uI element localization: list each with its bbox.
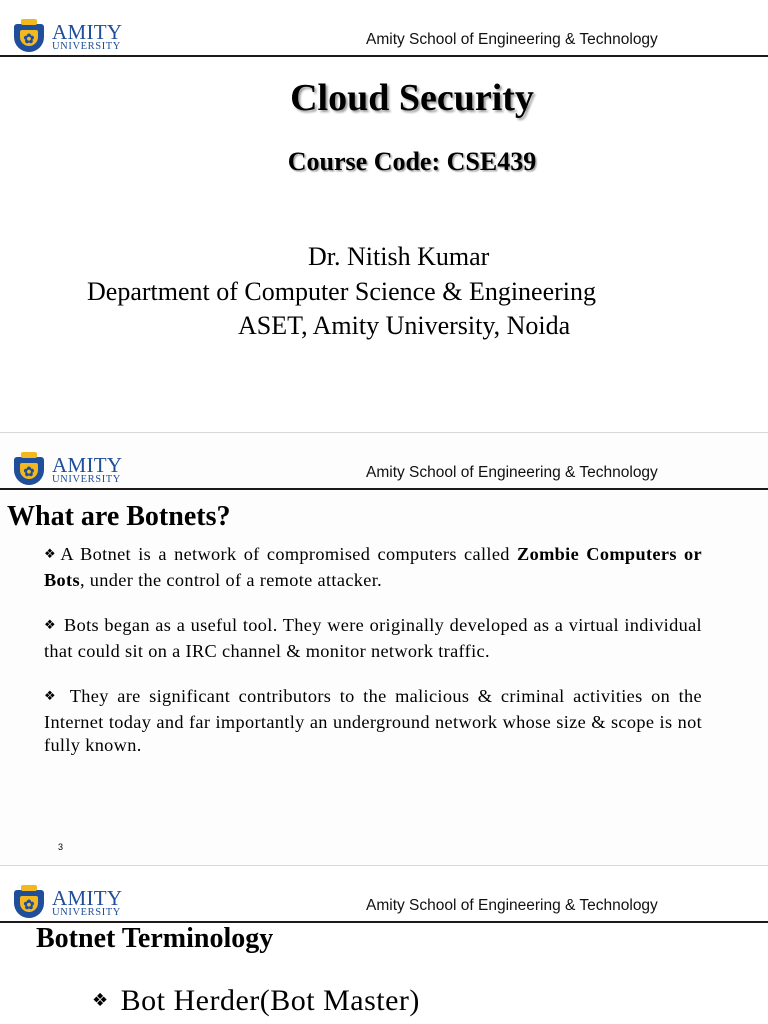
logo-sub: UNIVERSITY	[52, 41, 121, 52]
slide-header	[0, 0, 768, 58]
list-item	[44, 614, 702, 662]
slide-header	[0, 866, 768, 924]
diamond-bullet-icon: ❖	[44, 618, 57, 634]
amity-shield-logo-icon: ✿	[14, 457, 44, 485]
school-name: Amity School of Engineering & Technology	[366, 897, 658, 914]
logo-sub: UNIVERSITY	[52, 907, 121, 918]
amity-shield-logo-icon: ✿	[14, 24, 44, 52]
amity-logo	[14, 455, 134, 489]
slide-header	[0, 433, 768, 491]
slide-heading: What are Botnets?	[7, 501, 231, 532]
slide-botnets	[0, 433, 768, 865]
para-text: A Botnet is a network of compromised computers called	[60, 544, 518, 564]
slide-heading: Botnet Terminology	[36, 923, 274, 954]
school-name: Amity School of Engineering & Technology	[366, 464, 658, 481]
list-item	[92, 984, 420, 1018]
diamond-bullet-icon: ❖	[92, 990, 109, 1011]
header-rule	[0, 488, 768, 490]
logo-brand: AMITY	[52, 453, 123, 477]
list-item	[44, 685, 702, 756]
slide-title-text: Cloud Security	[290, 77, 534, 119]
logo-brand: AMITY	[52, 886, 123, 910]
amity-logo	[14, 22, 134, 56]
department: Department of Computer Science & Engineering	[87, 277, 597, 306]
diamond-bullet-icon: ❖	[44, 689, 60, 705]
diamond-bullet-icon: ❖	[44, 547, 59, 562]
bullet-list	[44, 543, 702, 779]
page-number: 3	[58, 842, 64, 852]
slide-title	[0, 0, 768, 432]
school-name: Amity School of Engineering & Technology	[366, 31, 658, 48]
logo-sub: UNIVERSITY	[52, 474, 121, 485]
institution: ASET, Amity University, Noida	[238, 311, 571, 340]
logo-brand: AMITY	[52, 20, 123, 44]
course-code: Course Code: CSE439	[287, 147, 537, 176]
para-text: They are significant contributors to the malicious & criminal activities on the Internet today and far importantly an underground network whose size & scope is not fully known.	[44, 686, 702, 755]
author-name: Dr. Nitish Kumar	[308, 242, 490, 271]
para-text: , under the control of a remote attacker.	[79, 569, 383, 590]
para-text: Bots began as a useful tool. They were originally developed as a virtual individual that could sit on a IRC channel & monitor network traffic.	[44, 615, 702, 661]
bullet-text: Bot Herder(Bot Master)	[120, 984, 420, 1017]
para-bold-text: Zombie Computers or Bots	[44, 544, 702, 590]
amity-shield-logo-icon: ✿	[14, 890, 44, 918]
header-rule	[0, 55, 768, 57]
list-item	[44, 543, 702, 591]
slide-botnet-terminology	[0, 866, 768, 1024]
amity-logo	[14, 888, 134, 922]
